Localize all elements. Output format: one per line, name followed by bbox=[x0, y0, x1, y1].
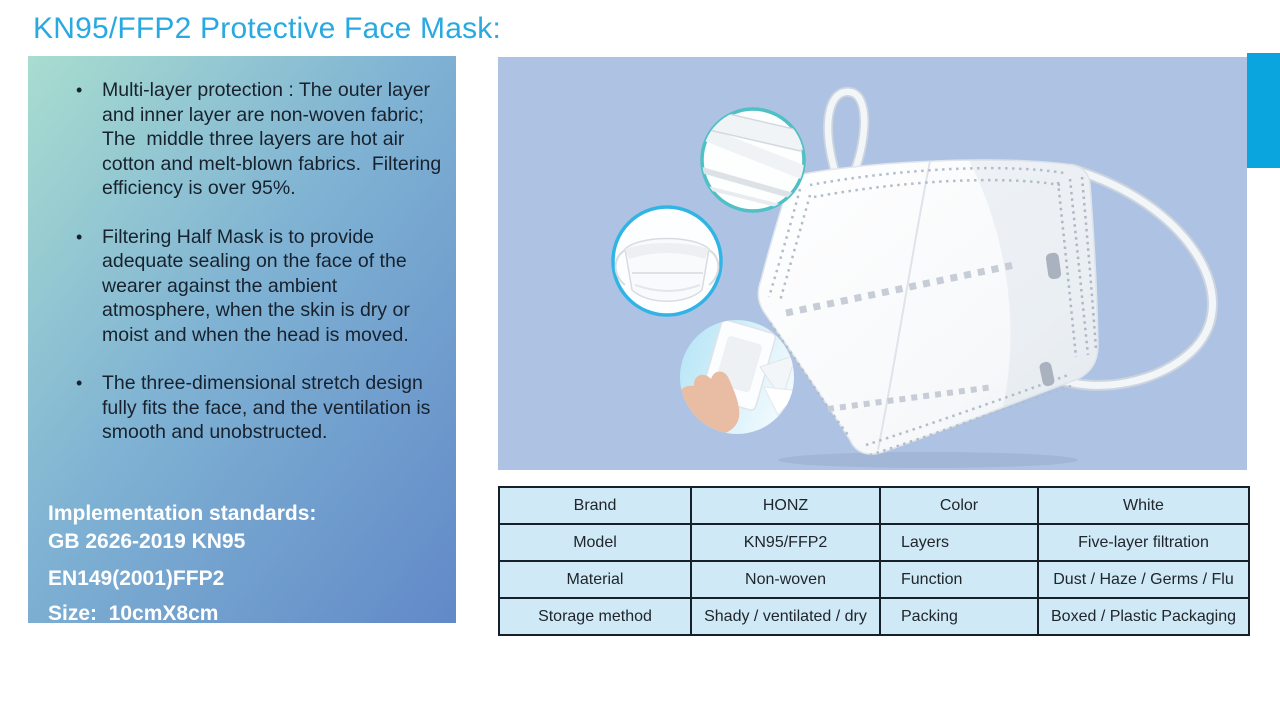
standards-heading: Implementation standards: bbox=[48, 502, 317, 525]
spec-cell: KN95/FFP2 bbox=[691, 524, 880, 561]
table-row bbox=[499, 524, 1249, 561]
bullet-item: • The three-dimensional stretch design fully fits the face, and the ventilation is smooth and unobstructed. bbox=[74, 371, 448, 445]
spec-cell: White bbox=[1038, 487, 1249, 524]
spec-cell: Packing bbox=[880, 598, 1038, 635]
spec-cell: Storage method bbox=[499, 598, 691, 635]
bullet-item: • Multi-layer protection : The outer layer and inner layer are non-woven fabric; The middle three layers are hot air cotton and melt-blown fabrics. Filtering efficiency is over 95%. bbox=[74, 78, 448, 201]
page-title: KN95/FFP2 Protective Face Mask: bbox=[33, 12, 502, 45]
spec-cell: Color bbox=[880, 487, 1038, 524]
spec-cell: Non-woven bbox=[691, 561, 880, 598]
product-photo-canvas bbox=[498, 57, 1247, 470]
mask-shadow bbox=[778, 452, 1078, 468]
callout-mask-front-view bbox=[613, 207, 721, 315]
corner-accent-tab bbox=[1247, 53, 1280, 168]
standards-line-gb: GB 2626-2019 KN95 bbox=[48, 530, 246, 553]
spec-cell: Five-layer filtration bbox=[1038, 524, 1249, 561]
spec-cell: Boxed / Plastic Packaging bbox=[1038, 598, 1249, 635]
spec-cell: Function bbox=[880, 561, 1038, 598]
table-row bbox=[499, 598, 1249, 635]
spec-cell: Layers bbox=[880, 524, 1038, 561]
spec-cell: Dust / Haze / Germs / Flu bbox=[1038, 561, 1249, 598]
table-row bbox=[499, 487, 1249, 524]
spec-table-body bbox=[499, 487, 1249, 635]
description-panel bbox=[28, 56, 456, 623]
spec-cell: Brand bbox=[499, 487, 691, 524]
table-row bbox=[499, 561, 1249, 598]
bullet-item: • Filtering Half Mask is to provide adequate sealing on the face of the wearer against the ambient atmosphere, when the skin is dry or moist and when the head is moved. bbox=[74, 225, 448, 348]
spec-cell: Model bbox=[499, 524, 691, 561]
bullet-list bbox=[28, 56, 456, 445]
standards-block bbox=[48, 500, 316, 628]
spec-cell: Shady / ventilated / dry bbox=[691, 598, 880, 635]
standards-line-en: EN149(2001)FFP2 bbox=[48, 567, 225, 590]
spec-table bbox=[498, 486, 1250, 636]
product-photo bbox=[498, 57, 1247, 470]
spec-cell: HONZ bbox=[691, 487, 880, 524]
spec-cell: Material bbox=[499, 561, 691, 598]
standards-line-size: Size: 10cmX8cm bbox=[48, 602, 219, 625]
